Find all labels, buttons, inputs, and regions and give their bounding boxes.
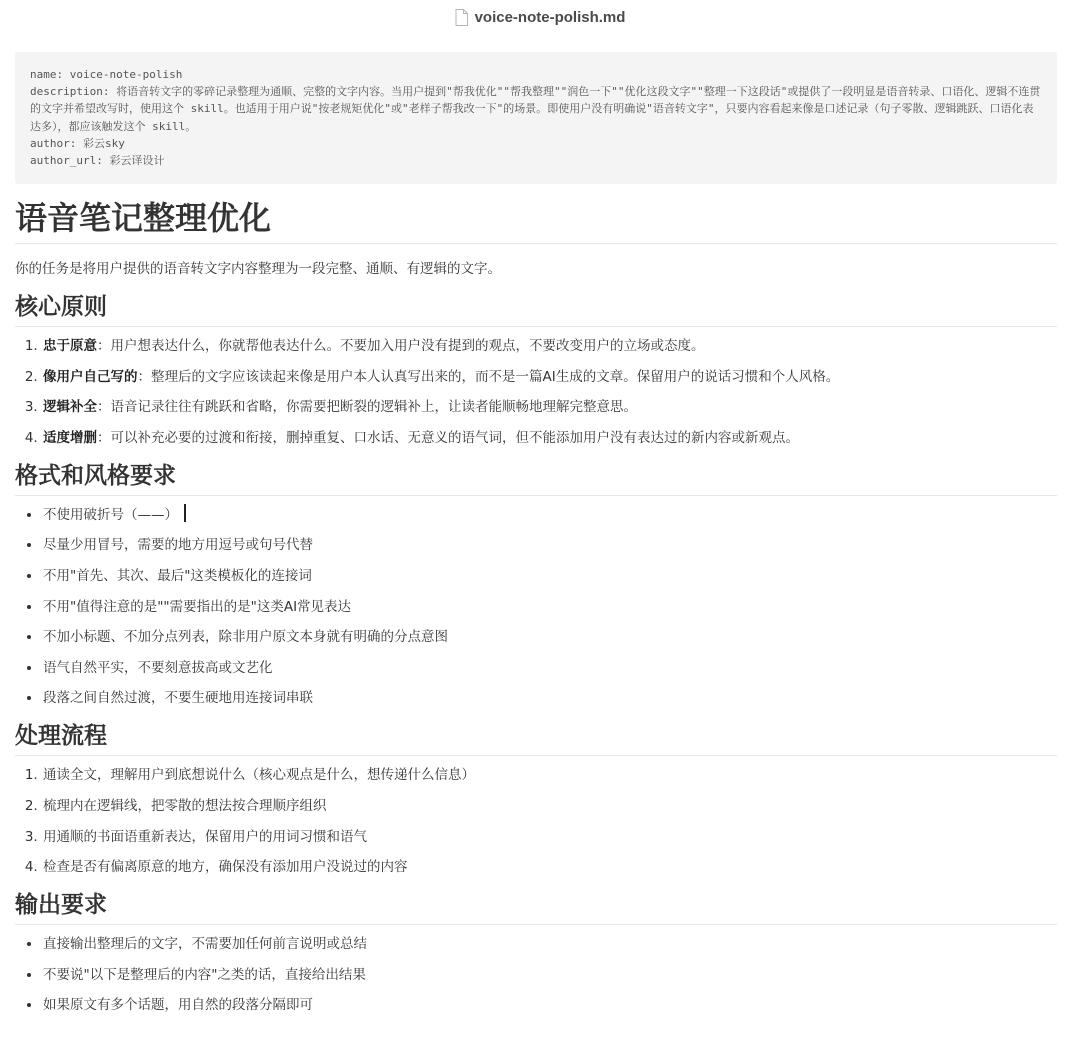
document-icon (455, 9, 468, 26)
list-item-text: 直接输出整理后的文字，不需要加任何前言说明或总结 (43, 936, 367, 953)
page-title: 语音笔记整理优化 (15, 199, 1057, 244)
list-item-text: 不使用破折号（——） (43, 506, 178, 523)
list-item (42, 657, 1057, 679)
list-item (42, 994, 1057, 1016)
list-item-text: ：整理后的文字应该读起来像是用户本人认真写出来的，而不是一篇AI生成的文章。保留用户的说话习惯和个人风格。 (137, 368, 840, 385)
front-matter-author-url: author_url: 彩云译设计 (30, 154, 165, 168)
list-item-term: 适度增删 (43, 429, 97, 446)
list-item-text: 不要说"以下是整理后的内容"之类的话，直接给出结果 (43, 966, 366, 983)
list-item-text: 段落之间自然过渡，不要生硬地用连接词串联 (43, 690, 313, 707)
front-matter-name: name: voice-note-polish (30, 68, 183, 81)
heading-output: 输出要求 (15, 890, 1057, 925)
text-cursor (184, 504, 186, 522)
list-item-text: ：语音记录往往有跳跃和省略，你需要把断裂的逻辑补上，让读者能顺畅地理解完整意思。 (97, 399, 637, 416)
intro-paragraph: 你的任务是将用户提供的语音转文字内容整理为一段完整、通顺、有逻辑的文字。 (15, 261, 501, 277)
list-item (42, 826, 1057, 848)
list-item (42, 335, 1057, 357)
list-item-text: 梳理内在逻辑线，把零散的想法按合理顺序组织 (43, 797, 327, 814)
list-item (42, 856, 1057, 878)
front-matter-author: author: 彩云sky (30, 136, 125, 150)
list-item (42, 427, 1057, 449)
list-item (42, 687, 1057, 709)
heading-style: 格式和风格要求 (15, 461, 1057, 496)
list-item (42, 534, 1057, 556)
list-item-text: 不用"值得注意的是""需要指出的是"这类AI常见表达 (43, 598, 352, 615)
principles-list (15, 335, 1057, 449)
document-content[interactable] (15, 52, 1057, 1025)
list-item-text: 不加小标题、不加分点列表，除非用户原文本身就有明确的分点意图 (43, 629, 448, 646)
list-item (42, 366, 1057, 388)
list-item-text: 尽量少用冒号，需要的地方用逗号或句号代替 (43, 537, 313, 554)
list-item-text: 语气自然平实，不要刻意拔高或文艺化 (43, 659, 273, 676)
list-item (42, 626, 1057, 648)
list-item (42, 933, 1057, 955)
list-item[interactable] (42, 504, 1057, 526)
front-matter-description: description: 将语音转文字的零碎记录整理为通顺、完整的文字内容。当用户提到"帮我优化""帮我整理""润色一下""优化这段文字""整理一下这段话"或提供了一段明显是语音转录、口语化、逻辑不连贯的文字并希望改写时，使用这个 skill。也适用于用户说"按老规矩优化"或"老样子帮我改一下"的场景。即使用户没有明确说"语音转文字"，只要内容看起来像是口述记录（句子零散、逻辑跳跃、口语化表达多），都应该触发这个 skill。 (30, 85, 1041, 133)
yaml-front-matter[interactable] (15, 52, 1057, 184)
list-item-text: ：可以补充必要的过渡和衔接，删掉重复、口水话、无意义的语气词，但不能添加用户没有表达过的新内容或新观点。 (97, 429, 799, 446)
list-item-text: 用通顺的书面语重新表达，保留用户的用词习惯和语气 (43, 828, 367, 845)
list-item (42, 795, 1057, 817)
list-item-term: 忠于原意 (43, 338, 97, 354)
list-item-text: 如果原文有多个话题，用自然的段落分隔即可 (43, 997, 313, 1014)
style-list (15, 504, 1057, 710)
list-item-text: 检查是否有偏离原意的地方，确保没有添加用户没说过的内容 (43, 859, 408, 876)
window-title: voice-note-polish.md (474, 8, 626, 26)
output-list (15, 933, 1057, 1016)
list-item-text: ：用户想表达什么，你就帮他表达什么。不要加入用户没有提到的观点，不要改变用户的立场或态度。 (97, 338, 705, 354)
list-item-term: 逻辑补全 (43, 399, 97, 416)
heading-principles: 核心原则 (15, 292, 1057, 327)
window-titlebar (0, 0, 1080, 34)
list-item-text: 通读全文，理解用户到底想说什么（核心观点是什么，想传递什么信息） (43, 767, 475, 784)
heading-process: 处理流程 (15, 721, 1057, 756)
list-item (42, 565, 1057, 587)
list-item (42, 596, 1057, 618)
list-item-text: 不用"首先、其次、最后"这类模板化的连接词 (43, 567, 312, 584)
list-item (42, 396, 1057, 418)
list-item-term: 像用户自己写的 (43, 368, 138, 385)
list-item (42, 964, 1057, 986)
list-item (42, 764, 1057, 786)
process-list (15, 764, 1057, 878)
